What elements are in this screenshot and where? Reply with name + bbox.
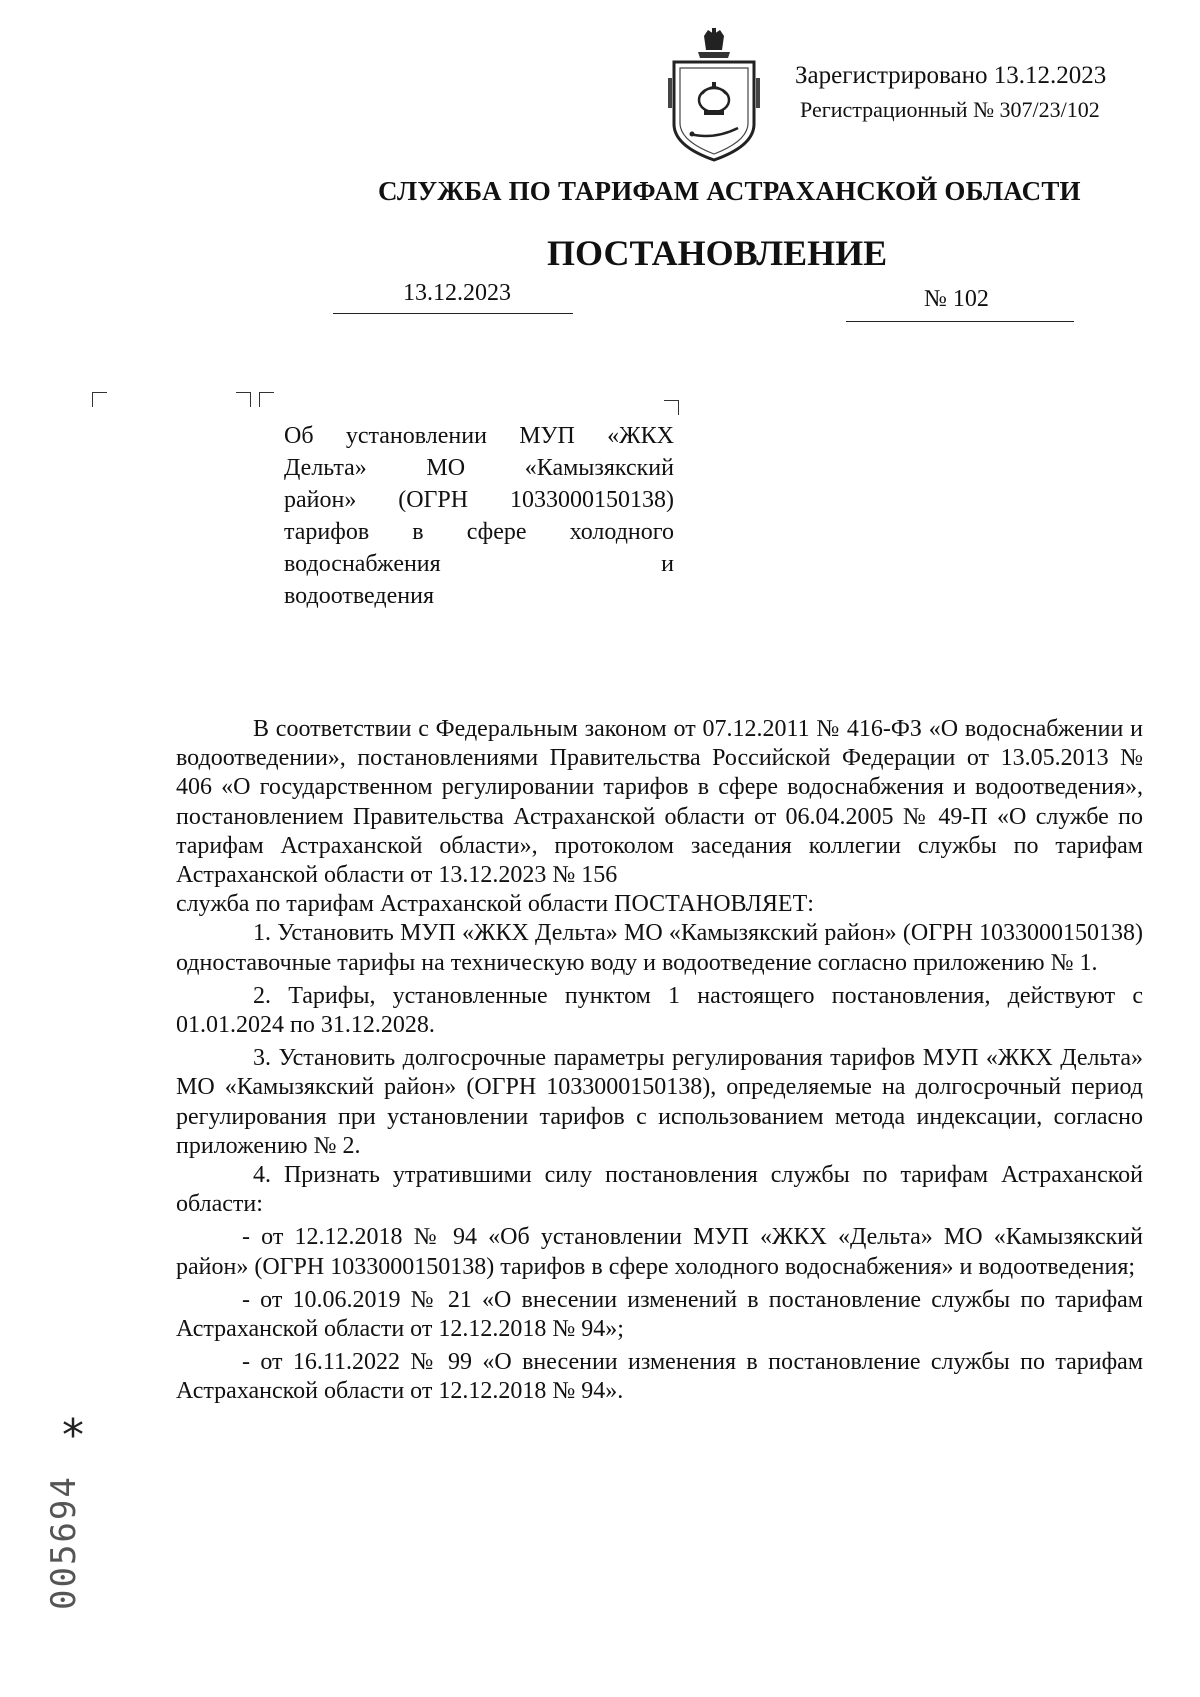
organization-name: СЛУЖБА ПО ТАРИФАМ АСТРАХАНСКОЙ ОБЛАСТИ xyxy=(378,176,1081,206)
document-number: № 102 xyxy=(846,286,1074,322)
item-3: 3. Установить долгосрочные параметры регулирования тарифов МУП «ЖКХ Дельта» МО «Камызякский район» (ОГРН 1033000150138), определяемые на долгосрочный период регулирования при установлении тарифов с использованием метода индексации, согласно приложению № 2. xyxy=(176,1045,1143,1159)
serial-number: 005694 xyxy=(44,1475,84,1610)
bracket-top-right xyxy=(236,392,251,407)
document-date: 13.12.2023 xyxy=(333,280,573,314)
coat-of-arms-icon xyxy=(668,28,760,162)
margin-mark: * xyxy=(62,1410,84,1461)
bracket-top-left xyxy=(92,392,107,407)
subject-line: водоснабжения и xyxy=(284,551,674,577)
repealed-item: - от 12.12.2018 № 94 «Об установлении МУП «ЖКХ «Дельта» МО «Камызякский район» (ОГРН 1033000150138) тарифов в сфере холодного водоснабжения» и водоотведения; xyxy=(176,1224,1143,1280)
document-body xyxy=(176,715,1143,1407)
repealed-item: - от 16.11.2022 № 99 «О внесении изменения в постановление службы по тарифам Астраханской области от 12.12.2018 № 94». xyxy=(176,1349,1143,1405)
item-2: 2. Тарифы, установленные пунктом 1 настоящего постановления, действуют с 01.01.2024 по 31.12.2028. xyxy=(176,982,1143,1039)
subject-line: Дельта» МО «Камызякский xyxy=(284,455,674,481)
item-1: 1. Установить МУП «ЖКХ Дельта» МО «Камызякский район» (ОГРН 1033000150138) одноставочные тарифы на техническую воду и водоотведение согласно приложению № 1. xyxy=(176,920,1143,976)
subject-line: водоотведения xyxy=(284,583,434,609)
subject-line: тарифов в сфере холодного xyxy=(284,519,674,545)
registration-date: Зарегистрировано 13.12.2023 xyxy=(795,62,1107,89)
document-subject xyxy=(284,420,674,612)
document-type: ПОСТАНОВЛЕНИЕ xyxy=(547,233,888,273)
subject-line: район» (ОГРН 1033000150138) xyxy=(284,487,674,513)
subject-line: Об установлении МУП «ЖКХ xyxy=(284,423,674,449)
bracket-top-left xyxy=(259,392,274,407)
registration-number: Регистрационный № 307/23/102 xyxy=(800,97,1100,122)
preamble: В соответствии с Федеральным законом от 07.12.2011 № 416-ФЗ «О водоснабжении и водоотведении», постановлениями Правительства Российской Федерации от 13.05.2013 № 406 «О государственном регулировании тарифов в сфере водоснабжения и водоотведения», постановлением Правительства Астраханской области от 06.04.2005 № 49-П «О службе по тарифам Астраханской области», протоколом заседания коллегии службы по тарифам Астраханской области от 13.12.2023 № 156 xyxy=(176,716,1143,889)
resolution-clause: служба по тарифам Астраханской области ПОСТАНОВЛЯЕТ: xyxy=(176,891,814,918)
bracket-top-right xyxy=(664,400,679,415)
item-4: 4. Признать утратившими силу постановления службы по тарифам Астраханской области: xyxy=(176,1162,1143,1218)
repealed-item: - от 10.06.2019 № 21 «О внесении изменений в постановление службы по тарифам Астраханской области от 12.12.2018 № 94»; xyxy=(176,1286,1143,1343)
